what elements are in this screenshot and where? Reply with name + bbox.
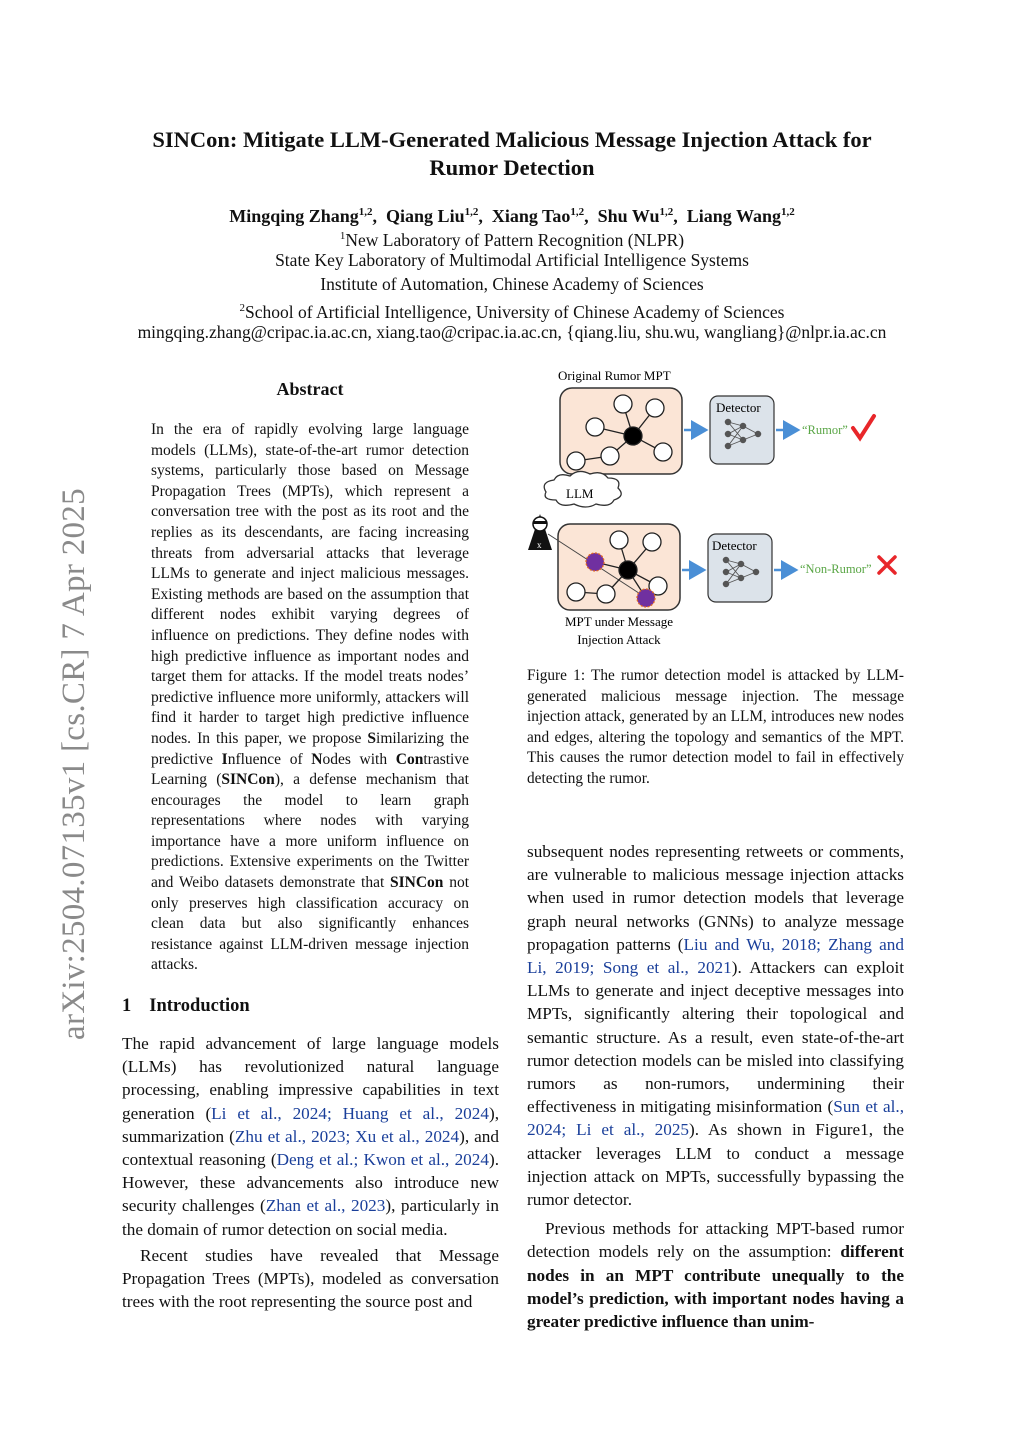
svg-text:x: x bbox=[537, 540, 542, 550]
author-list: Mingqing Zhang$^{1,2}$, Qiang Liu$^{1,2}$, Xiang Tao$^{1,2}$, Shu Wu$^{1,2}$, Liang Wang$^{1,2}$ bbox=[229, 206, 795, 226]
tree-node bbox=[597, 585, 615, 603]
tree-node bbox=[643, 533, 661, 551]
abstract-heading: Abstract bbox=[276, 379, 344, 399]
cross-icon bbox=[879, 557, 895, 573]
author: Qiang Liu$^{1,2}$ bbox=[386, 206, 479, 226]
tree-node bbox=[654, 443, 672, 461]
arxiv-identifier: arXiv:2504.07135v1 [cs.CR] 7 Apr 2025 bbox=[56, 488, 92, 1040]
paper-title bbox=[100, 126, 924, 182]
tree-node bbox=[586, 418, 604, 436]
affiliation-1: $^1$New Laboratory of Pattern Recognition (NLPR) bbox=[339, 229, 685, 250]
intro-paragraph-1: The rapid advancement of large language models (LLMs) has revolutionized natural language processing, enabling impressive capabilities in text generation (Li et al., 2024; Huang et al., 2024), summarization (Zhu et al., 2023; Xu et al., 2024), and contextual reasoning (Deng et al.; Kwon et al., 2024). However, these advancements also introduce new security challenges (Zhan et al., 2023), particularly in the domain of rumor detection on social media. bbox=[122, 1034, 499, 1239]
citation-link[interactable]: Zhan et al., 2023 bbox=[265, 1196, 386, 1216]
attacked-mpt-label-1: MPT under Message bbox=[564, 614, 674, 629]
section-heading-introduction: 1 Introduction bbox=[122, 996, 250, 1016]
non-rumor-output-label: “Non-Rumor” bbox=[800, 562, 872, 576]
title-line-1: SINCon: Mitigate LLM-Generated Malicious Message Injection Attack for bbox=[152, 127, 872, 152]
tree-node bbox=[610, 531, 628, 549]
citation-link[interactable]: Zhu et al., 2023; Xu et al., 2024 bbox=[234, 1126, 460, 1146]
injected-node bbox=[637, 589, 655, 607]
tree-node bbox=[646, 399, 664, 417]
detector-label-bottom: Detector bbox=[712, 538, 757, 553]
author-emails: mingqing.zhang@cripac.ia.ac.cn, xiang.tao@cripac.ia.ac.cn, {qiang.liu, shu.wu, wangliang}@nlpr.ia.ac.cn bbox=[137, 322, 887, 342]
figure-1 bbox=[520, 364, 920, 654]
citation-link[interactable]: Li et al., 2024; Huang et al., 2024 bbox=[211, 1103, 489, 1123]
author: Liang Wang$^{1,2}$ bbox=[686, 206, 795, 226]
affiliation-2: State Key Laboratory of Multimodal Artificial Intelligence Systems bbox=[275, 250, 749, 270]
attacked-mpt-label-2: Injection Attack bbox=[577, 632, 661, 647]
tree-node bbox=[567, 452, 585, 470]
attacker-icon bbox=[528, 514, 552, 550]
intro-paragraph-continued: subsequent nodes representing retweets or comments, are vulnerable to malicious message injection attacks when used in rumor detection models that leverage graph neural networks (GNNs) to analyze message propagation patterns (Liu and Wu, 2018; Zhang and Li, 2019; Song et al., 2021). Attackers can exploit LLMs to generate and inject deceptive messages into MPTs, significantly altering their topological and semantic structure. As a result, even state-of-the-art rumor detection models can be misled into classifying rumors as non-rumors, undermining their effectiveness in mitigating misinformation (Sun et al., 2024; Li et al., 2025). As shown in Figure1, the attacker leverages LLM to conduct a message injection attack on MPTs, successfully bypassing the rumor detector. bbox=[527, 842, 905, 1210]
tree-node bbox=[601, 447, 619, 465]
llm-label: LLM bbox=[566, 486, 594, 501]
author: Mingqing Zhang$^{1,2}$ bbox=[229, 206, 373, 226]
root-node bbox=[624, 427, 642, 445]
intro-paragraph-3: Previous methods for attacking MPT-based rumor detection models rely on the assumption: different nodes in an MPT contribute unequally to the model’s prediction, with important nodes having a greater predictive influence than unim- bbox=[527, 1219, 904, 1332]
check-icon bbox=[853, 416, 874, 438]
intro-left-column bbox=[122, 1032, 499, 1313]
author: Shu Wu$^{1,2}$ bbox=[597, 206, 674, 226]
rumor-output-label: “Rumor” bbox=[802, 423, 848, 437]
affiliation-3: Institute of Automation, Chinese Academy of Sciences bbox=[320, 274, 704, 294]
tree-node bbox=[567, 583, 585, 601]
author: Xiang Tao$^{1,2}$ bbox=[491, 206, 585, 226]
intro-right-column bbox=[527, 840, 904, 1333]
citation-link[interactable]: Deng et al.; Kwon et al., 2024 bbox=[276, 1150, 489, 1170]
figure-1-caption: Figure 1: The rumor detection model is attacked by LLM-generated malicious message injection. The message injection attack, generated by an LLM, introduces new nodes and edges, altering the topology and semantics of the MPT. This causes the rumor detection model to fail in effectively detecting the rumor. bbox=[527, 667, 904, 787]
root-node bbox=[619, 561, 637, 579]
detector-label-top: Detector bbox=[716, 400, 761, 415]
affiliation-4: $^2$School of Artificial Intelligence, University of Chinese Academy of Sciences bbox=[239, 301, 785, 322]
citation-link[interactable]: Sun et al., 2024; Li et al., 2025 bbox=[527, 1097, 905, 1140]
intro-paragraph-2: Recent studies have revealed that Message Propagation Trees (MPTs), modeled as conversation trees with the root representing the source post and bbox=[122, 1245, 499, 1312]
abstract-body: In the era of rapidly evolving large language models (LLMs), state-of-the-art rumor detection systems, particularly those based on Message Propagation Trees (MPTs), which represent a conversation tree with the post as its root and the replies as its descendants, are facing increasing threats from adversarial attacks that leverage LLMs to generate and inject malicious messages. Existing methods are based on the assumption that different nodes exhibit varying degrees of influence on predictions. They define nodes with high predictive influence as important nodes and target them for attacks. If the model treats nodes’ predictive influence more uniformly, attackers will find it harder to target high predictive influence nodes. In this paper, we propose Similarizing the predictive Influence of Nodes with Contrastive Learning (SINCon), a defense mechanism that encourages the model to learn graph representations where nodes with varying importance have a more uniform influence on predictions. Extensive experiments on the Twitter and Weibo datasets demonstrate that SINCon not only preserves high classification accuracy on clean data but also significantly enhances resistance against LLM-driven message injection attacks. bbox=[151, 421, 469, 974]
figure-1-diagram bbox=[520, 364, 920, 654]
injected-node bbox=[586, 553, 604, 571]
citation-link[interactable]: Liu and Wu, 2018; Zhang and Li, 2019; Song et al., 2021 bbox=[527, 934, 904, 978]
tree-node bbox=[614, 395, 632, 413]
title-line-2: Rumor Detection bbox=[429, 155, 595, 180]
original-mpt-label: Original Rumor MPT bbox=[558, 368, 671, 383]
